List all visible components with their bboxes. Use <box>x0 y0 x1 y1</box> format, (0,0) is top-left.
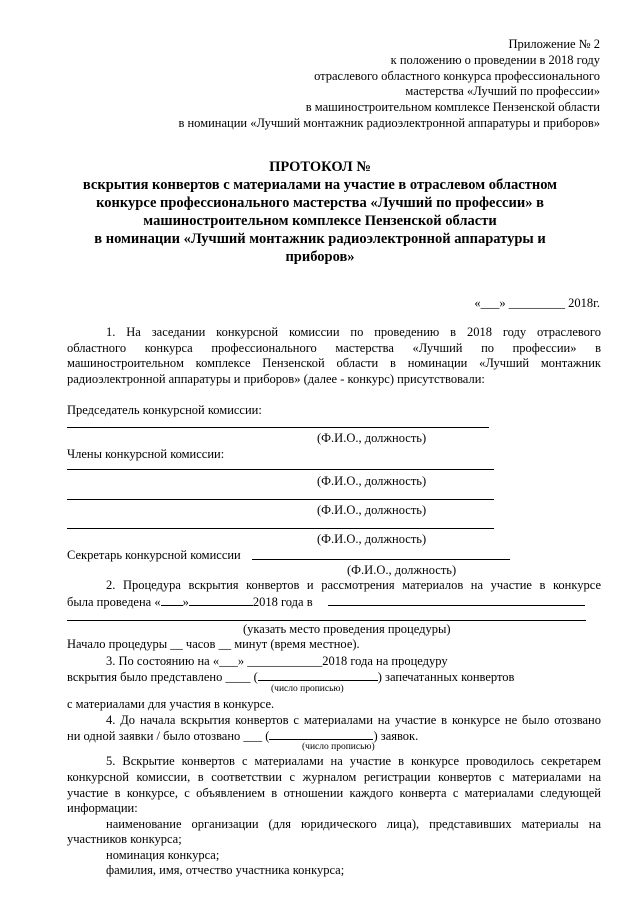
p4-line-1: 4. До начала вскрытия конвертов с материалами на участие в конкурсе не было отозвано <box>106 713 601 727</box>
place-line-1 <box>328 605 585 606</box>
appendix-line-5: в машиностроительном комплексе Пензенской области <box>305 100 600 114</box>
p1-line-3: машиностроительном комплексе Пензенской области в номинации «Лучший монтажник <box>67 356 601 370</box>
appendix-line-1: Приложение № 2 <box>508 37 600 51</box>
p4-in-words-hint: (число прописью) <box>302 742 375 752</box>
p5-item-3: фамилия, имя, отчество участника конкурса; <box>106 863 345 877</box>
members-label: Члены конкурсной комиссии: <box>67 447 225 461</box>
p5-item-1a: наименование организации (для юридического лица), представивших материалы на <box>106 817 601 831</box>
title-line-4: машиностроительном комплексе Пензенской области <box>143 213 497 229</box>
secretary-line <box>252 559 510 560</box>
p1-line-2: областного конкурса профессионального мастерства «Лучший по профессии» в <box>67 341 601 355</box>
chairman-fio-hint: (Ф.И.О., должность) <box>317 431 427 445</box>
secretary-fio-hint: (Ф.И.О., должность) <box>347 563 457 577</box>
member-3-fio-hint: (Ф.И.О., должность) <box>317 532 427 546</box>
procedure-start: Начало процедуры __ часов __ минут (время местное). <box>67 637 360 651</box>
p2-line-1: 2. Процедура вскрытия конвертов и рассмотрения материалов на участие в конкурсе <box>106 578 601 592</box>
p5-line-1: 5. Вскрытие конвертов с материалами на участие в конкурсе проводилось секретарем <box>106 754 601 768</box>
member-2-line <box>67 499 494 500</box>
p5-line-4: информации: <box>67 801 138 815</box>
title-line-3: конкурсе профессионального мастерства «Лучший по профессии» в <box>96 195 544 211</box>
withdrawn-words-blank <box>269 728 373 740</box>
p5-line-3: участие в конкурсе, с объявлением в отношении каждого конверта с материалами следующей <box>67 786 601 800</box>
envelopes-words-blank <box>258 669 378 681</box>
p5-item-1b: участников конкурса; <box>67 832 182 846</box>
member-3-line <box>67 528 494 529</box>
p1-line-4: радиоэлектронной аппаратуры и приборов» (далее - конкурс) присутствовали: <box>67 372 485 386</box>
p3-line-1: 3. По состоянию на «___» ____________2018 года на процедуру <box>106 654 448 668</box>
p1-line-1: 1. На заседании конкурсной комиссии по проведению в 2018 году отраслевого <box>106 325 601 339</box>
p3-in-words-hint: (число прописью) <box>271 684 344 694</box>
member-2-fio-hint: (Ф.И.О., должность) <box>317 503 427 517</box>
day-blank <box>161 594 183 606</box>
secretary-label: Секретарь конкурсной комиссии <box>67 548 241 562</box>
p2-line-2-b: » <box>182 595 189 609</box>
p5-item-2: номинация конкурса; <box>106 848 220 862</box>
p3-line-2-a: вскрытия было представлено ____ ( <box>67 670 258 684</box>
p4-line-2-a: ни одной заявки / было отозвано ___ ( <box>67 729 270 743</box>
appendix-line-2: к положению о проведении в 2018 году <box>390 53 600 67</box>
p4-line-2-b: ) заявок. <box>373 729 419 743</box>
p3-line-3: с материалами для участия в конкурсе. <box>67 697 275 711</box>
p3-line-2 <box>67 669 514 685</box>
p5-line-2: конкурсной комиссии, в соответствии с журналом регистрации конвертов с материалами на <box>67 770 601 784</box>
place-line-2 <box>67 620 586 621</box>
p3-line-2-b: ) запечатанных конвертов <box>377 670 515 684</box>
appendix-line-4: мастерства «Лучший по профессии» <box>405 84 600 98</box>
month-blank <box>189 594 253 606</box>
p2-line-2-a: была проведена « <box>67 595 161 609</box>
title-line-1: ПРОТОКОЛ № <box>269 159 371 175</box>
title-line-5: в номинации «Лучший монтажник радиоэлектронной аппаратуры и <box>94 231 546 247</box>
place-hint: (указать место проведения процедуры) <box>243 622 451 636</box>
p2-line-2 <box>67 594 313 610</box>
member-1-fio-hint: (Ф.И.О., должность) <box>317 474 427 488</box>
chairman-signature-line <box>67 427 489 428</box>
date-line: «___» _________ 2018г. <box>474 296 600 310</box>
title-line-2: вскрытия конвертов с материалами на участие в отраслевом областном <box>82 177 558 193</box>
title-line-6: приборов» <box>285 249 355 265</box>
appendix-line-3: отраслевого областного конкурса профессионального <box>314 69 600 83</box>
member-1-line <box>67 469 494 470</box>
appendix-line-6: в номинации «Лучший монтажник радиоэлектронной аппаратуры и приборов» <box>178 116 600 130</box>
p2-line-2-c: 2018 года в <box>252 595 313 609</box>
chairman-label: Председатель конкурсной комиссии: <box>67 403 262 417</box>
